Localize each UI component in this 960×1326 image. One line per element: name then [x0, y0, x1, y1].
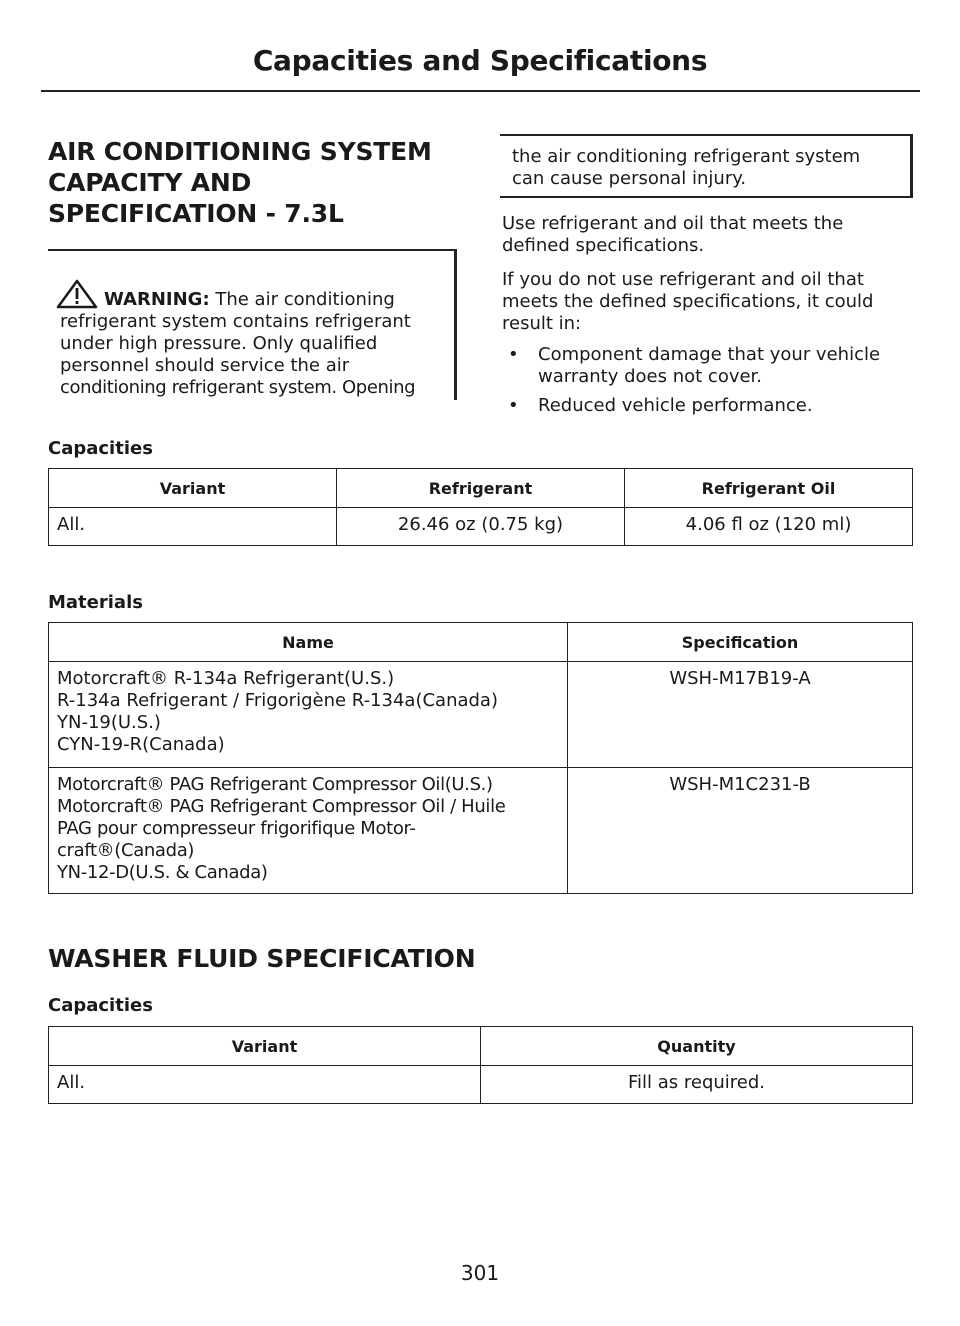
warning-first-text: The air conditioning — [209, 289, 395, 310]
table-cell: 26.46 oz (0.75 kg) — [337, 508, 625, 546]
column-header: Specification — [568, 623, 913, 662]
table-header-row — [49, 623, 913, 662]
paragraph-line: result in: — [502, 313, 582, 334]
warning-line: can cause personal injury. — [512, 168, 747, 189]
heading-line: AIR CONDITIONING SYSTEM — [48, 137, 432, 166]
table-cell: WSH-M17B19-A — [568, 662, 913, 768]
cell-line: YN-12-D(U.S. & Canada) — [57, 862, 268, 883]
cell-line: R-134a Refrigerant / Frigorigène R-134a(Canada) — [57, 690, 498, 711]
washer-capacities-table — [48, 1026, 913, 1104]
paragraph-line: Use refrigerant and oil that meets the — [502, 213, 844, 234]
capacities-heading: Capacities — [48, 438, 153, 459]
table-row — [49, 662, 913, 768]
warning-continued-text — [512, 146, 860, 190]
warning-label: WARNING: — [104, 289, 210, 310]
table-cell — [49, 662, 568, 768]
bullet-icon: • — [508, 344, 519, 365]
materials-table — [48, 622, 913, 894]
column-header: Variant — [49, 469, 337, 508]
warning-text — [60, 279, 455, 399]
cell-line: Motorcraft® PAG Refrigerant Compressor Oil / Huile — [57, 796, 506, 817]
table-header-row — [49, 469, 913, 508]
table-cell — [49, 768, 568, 894]
cell-line: craft®(Canada) — [57, 840, 195, 861]
paragraph-consequences — [502, 269, 873, 335]
warning-line: conditioning refrigerant system. Opening — [60, 377, 416, 398]
paragraph-line: If you do not use refrigerant and oil that — [502, 269, 864, 290]
list-item — [502, 395, 880, 417]
washer-capacities-heading: Capacities — [48, 995, 153, 1016]
warning-line: refrigerant system contains refrigerant — [60, 311, 411, 332]
table-cell: All. — [49, 1066, 481, 1104]
bullet-line: warranty does not cover. — [538, 366, 763, 387]
column-header: Refrigerant — [337, 469, 625, 508]
column-header: Name — [49, 623, 568, 662]
table-row — [49, 1066, 913, 1104]
table-row — [49, 508, 913, 546]
warning-triangle-icon — [56, 279, 98, 309]
ac-section-heading — [48, 136, 432, 229]
warning-line: personnel should service the air — [60, 355, 350, 376]
paragraph-line: meets the defined specifications, it could — [502, 291, 874, 312]
cell-line: Motorcraft® PAG Refrigerant Compressor Oil(U.S.) — [57, 774, 493, 795]
ac-capacities-table — [48, 468, 913, 546]
list-item — [502, 344, 880, 388]
page-title: Capacities and Specifications — [252, 44, 708, 77]
bullet-icon: • — [508, 395, 519, 416]
washer-section-heading: WASHER FLUID SPECIFICATION — [48, 944, 476, 973]
heading-line: SPECIFICATION - 7.3L — [48, 199, 344, 228]
page-number: 301 — [460, 1261, 500, 1285]
column-header: Refrigerant Oil — [625, 469, 913, 508]
heading-line: CAPACITY AND — [48, 168, 252, 197]
table-header-row — [49, 1027, 913, 1066]
table-cell: Fill as required. — [481, 1066, 913, 1104]
cell-line: CYN-19-R(Canada) — [57, 734, 225, 755]
table-cell: All. — [49, 508, 337, 546]
cell-line: Motorcraft® R-134a Refrigerant(U.S.) — [57, 668, 395, 689]
table-cell: 4.06 fl oz (120 ml) — [625, 508, 913, 546]
materials-heading: Materials — [48, 592, 143, 613]
paragraph-line: defined specifications. — [502, 235, 705, 256]
column-header: Quantity — [481, 1027, 913, 1066]
table-cell: WSH-M1C231-B — [568, 768, 913, 894]
bullet-line: Reduced vehicle performance. — [538, 395, 813, 416]
warning-line: the air conditioning refrigerant system — [512, 146, 861, 167]
column-header: Variant — [49, 1027, 481, 1066]
table-row — [49, 768, 913, 894]
bullet-list — [502, 344, 880, 417]
paragraph-specs — [502, 213, 843, 257]
header-divider — [41, 90, 920, 92]
cell-line: YN-19(U.S.) — [57, 712, 161, 733]
warning-line: under high pressure. Only qualified — [60, 333, 378, 354]
bullet-line: Component damage that your vehicle — [538, 344, 881, 365]
cell-line: PAG pour compresseur frigorifique Motor- — [57, 818, 416, 839]
